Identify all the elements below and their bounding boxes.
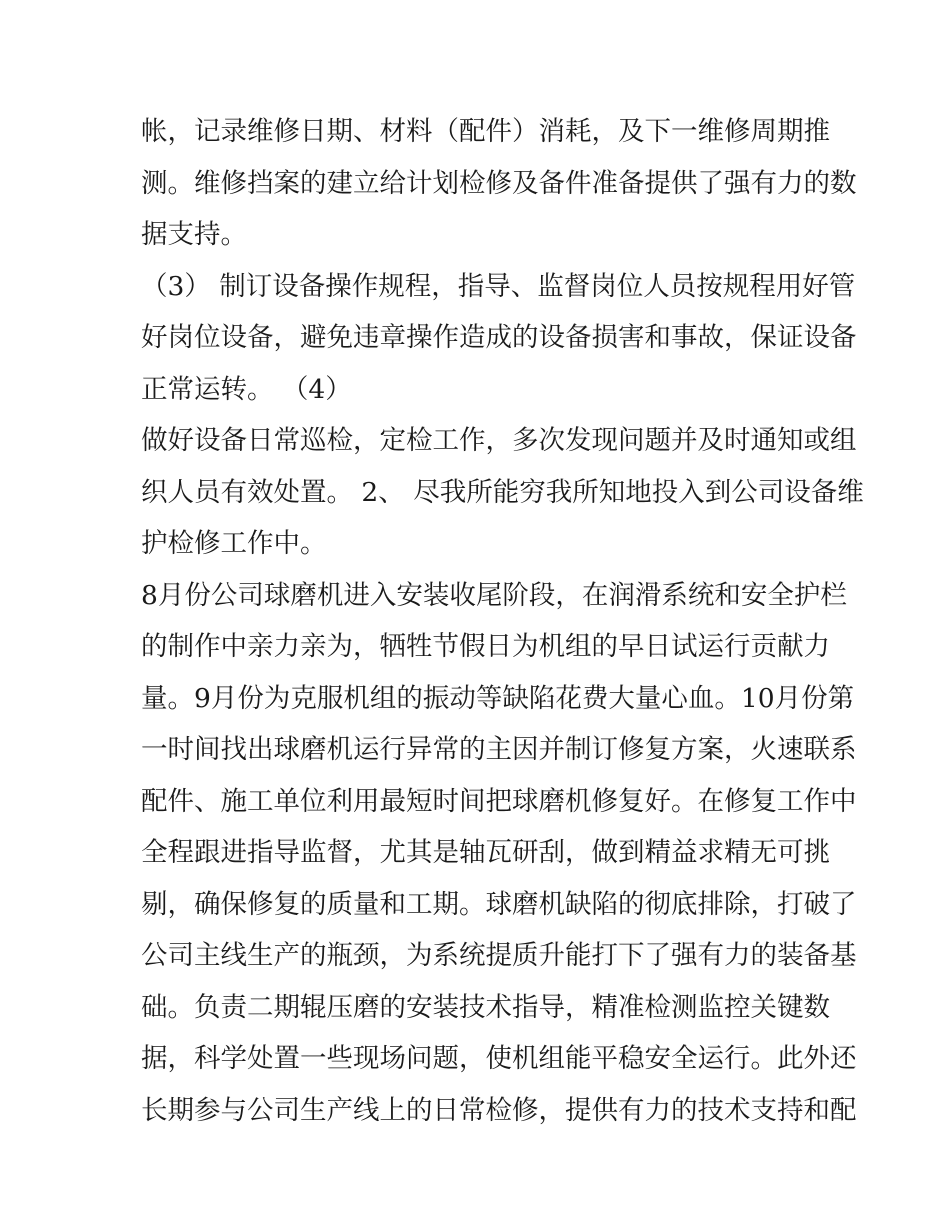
body-text	[141, 106, 864, 1136]
text-line: 的制作中亲力亲为，牺牲节假日为机组的早日试运行贡献力	[141, 631, 830, 662]
text-line: 础。负责二期辊压磨的安装技术指导，精准检测监控关键数	[141, 991, 830, 1023]
text-line: 据支持。	[141, 219, 247, 250]
text-line: 长期参与公司生产线上的日常检修，提供有力的技术支持和配	[141, 1094, 857, 1126]
text-line: 据，科学处置一些现场问题，使机组能平稳安全运行。此外还	[141, 1043, 857, 1074]
text-line: 剔，确保修复的质量和工期。球磨机缺陷的彻底排除，打破了	[141, 888, 857, 920]
text-line: 做好设备日常巡检，定检工作，多次发现问题并及时通知或组	[141, 425, 857, 456]
text-line: 帐，记录维修日期、材料（配件）消耗，及下一维修周期推	[141, 116, 830, 147]
text-line: 测。维修挡案的建立给计划检修及备件准备提供了强有力的数	[141, 167, 857, 199]
text-line: 织人员有效处置。 2、 尽我所能穷我所知地投入到公司设备维	[141, 476, 864, 508]
text-line: 公司主线生产的瓶颈，为系统提质升能打下了强有力的装备基	[141, 940, 857, 971]
text-line: 护检修工作中。	[141, 528, 327, 559]
text-line: 8月份公司球磨机进入安装收尾阶段，在润滑系统和安全护栏	[141, 579, 847, 611]
text-line: （3） 制订设备操作规程，指导、监督岗位人员按规程用好管	[141, 270, 856, 302]
text-line: 好岗位设备，避免违章操作造成的设备损害和事故，保证设备	[141, 322, 857, 353]
text-line: 正常运转。 （4）	[141, 373, 352, 405]
text-line: 配件、施工单位利用最短时间把球磨机修复好。在修复工作中	[141, 785, 857, 817]
text-line: 一时间找出球磨机运行异常的主因并制订修复方案，火速联系	[141, 734, 857, 765]
text-line: 量。9月份为克服机组的振动等缺陷花费大量心血。10月份第	[141, 682, 855, 714]
text-line: 全程跟进指导监督，尤其是轴瓦研刮，做到精益求精无可挑	[141, 837, 830, 868]
